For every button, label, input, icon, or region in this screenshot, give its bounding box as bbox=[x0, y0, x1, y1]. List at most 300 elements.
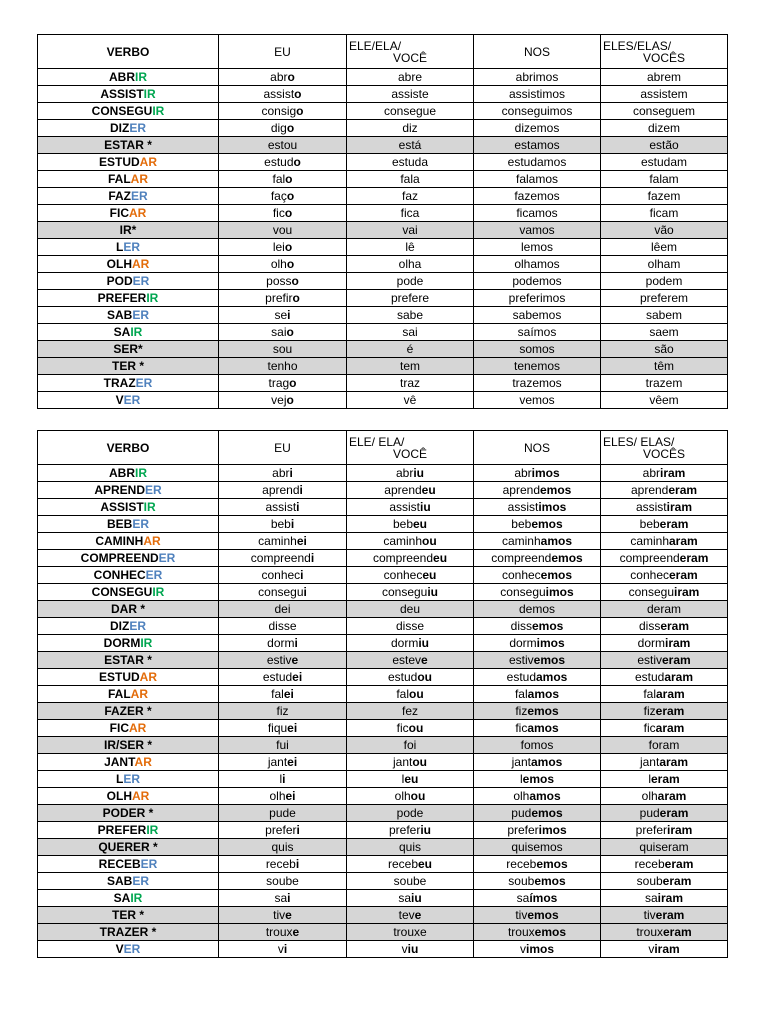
cell-eu-part: consig bbox=[261, 104, 297, 118]
cell-eles-part: eram bbox=[662, 653, 691, 667]
table-row bbox=[38, 256, 728, 273]
cell-ele-part: l bbox=[401, 772, 405, 786]
cell-nos-part: imos bbox=[545, 585, 574, 599]
cell-eu-part: ei bbox=[296, 534, 307, 548]
cell-verb-part: ESTUD bbox=[98, 670, 140, 684]
cell-eles bbox=[601, 822, 728, 839]
cell-verb bbox=[38, 205, 219, 222]
cell-ele-part: eu bbox=[418, 857, 433, 871]
cell-verb-part: DORM bbox=[103, 636, 141, 650]
cell-verb bbox=[38, 839, 219, 856]
cell-eu bbox=[219, 669, 347, 686]
cell-eles-part: iram bbox=[664, 636, 691, 650]
cell-ele bbox=[347, 103, 474, 120]
cell-ele bbox=[347, 137, 474, 154]
cell-nos bbox=[474, 873, 601, 890]
cell-nos-part: diss bbox=[510, 619, 532, 633]
cell-eu bbox=[219, 239, 347, 256]
cell-verb bbox=[38, 358, 219, 375]
cell-nos-part: emos bbox=[540, 568, 573, 582]
cell-verb bbox=[38, 290, 219, 307]
cell-eles bbox=[601, 358, 728, 375]
table-row bbox=[38, 358, 728, 375]
cell-ele bbox=[347, 669, 474, 686]
table-row bbox=[38, 720, 728, 737]
table-row bbox=[38, 465, 728, 482]
cell-eu-part: i bbox=[283, 942, 288, 956]
cell-eu bbox=[219, 754, 347, 771]
cell-eu-part: o bbox=[286, 257, 295, 271]
cell-eles bbox=[601, 307, 728, 324]
present-table-body bbox=[38, 69, 728, 409]
cell-nos-part: prefer bbox=[507, 823, 539, 837]
cell-ele bbox=[347, 307, 474, 324]
cell-eles-part: iram bbox=[659, 466, 686, 480]
cell-verb-part: CAMINH bbox=[95, 534, 144, 548]
cell-nos-part: amos bbox=[527, 721, 559, 735]
cell-eu bbox=[219, 86, 347, 103]
cell-eles-part: eram bbox=[668, 483, 698, 497]
cell-verb-part: FAZER * bbox=[104, 704, 152, 718]
cell-nos-part: caminh bbox=[501, 534, 541, 548]
cell-ele-part: traz bbox=[399, 376, 420, 390]
cell-verb-part: AR bbox=[130, 687, 148, 701]
cell-eu-part: e bbox=[292, 925, 300, 939]
cell-verb bbox=[38, 482, 219, 499]
cell-ele-part: ou bbox=[408, 721, 424, 735]
cell-eu-part: jant bbox=[267, 755, 288, 769]
cell-ele bbox=[347, 290, 474, 307]
cell-eles-part: estiv bbox=[637, 653, 662, 667]
cell-verb bbox=[38, 307, 219, 324]
cell-verb bbox=[38, 890, 219, 907]
cell-ele-part: ou bbox=[422, 534, 437, 548]
cell-nos bbox=[474, 222, 601, 239]
preterite-tense-table bbox=[37, 430, 728, 958]
cell-ele bbox=[347, 652, 474, 669]
cell-eles-part: receb bbox=[634, 857, 665, 871]
cell-ele bbox=[347, 499, 474, 516]
cell-verb-part: TRAZ bbox=[103, 376, 136, 390]
table-row bbox=[38, 222, 728, 239]
cell-nos bbox=[474, 635, 601, 652]
cell-verb bbox=[38, 256, 219, 273]
table-row bbox=[38, 533, 728, 550]
cell-eles-part: eram bbox=[659, 517, 689, 531]
cell-eles-part: fiz bbox=[643, 704, 656, 718]
cell-eu bbox=[219, 482, 347, 499]
cell-ele-part: iu bbox=[413, 466, 424, 480]
header-ele-line1: ELE/ ELA/ bbox=[349, 434, 405, 449]
cell-verb-part: CONSEGU bbox=[91, 585, 153, 599]
cell-eles bbox=[601, 669, 728, 686]
header-verbo: VERBO bbox=[38, 35, 219, 69]
header-ele bbox=[347, 431, 474, 465]
cell-verb-part: ER bbox=[129, 619, 146, 633]
cell-eles bbox=[601, 924, 728, 941]
cell-eu-part: dei bbox=[274, 602, 291, 616]
cell-ele bbox=[347, 239, 474, 256]
cell-eles-part: iram bbox=[657, 891, 684, 905]
cell-verb-part: ER bbox=[129, 121, 146, 135]
cell-eu bbox=[219, 550, 347, 567]
cell-ele-part: iu bbox=[407, 942, 419, 956]
cell-eu bbox=[219, 890, 347, 907]
cell-ele bbox=[347, 584, 474, 601]
cell-ele bbox=[347, 341, 474, 358]
cell-nos-part: amos bbox=[531, 755, 563, 769]
cell-verb-part: ER bbox=[123, 942, 141, 956]
cell-nos-part: amos bbox=[529, 789, 561, 803]
cell-nos bbox=[474, 239, 601, 256]
cell-eles-part: foram bbox=[648, 738, 680, 752]
cell-nos-part: lemos bbox=[520, 240, 553, 254]
cell-ele-part: iu bbox=[420, 500, 431, 514]
cell-verb bbox=[38, 516, 219, 533]
cell-eu-part: assist bbox=[263, 87, 295, 101]
cell-nos-part: fal bbox=[514, 687, 528, 701]
cell-eles bbox=[601, 324, 728, 341]
cell-nos-part: olhamos bbox=[514, 257, 560, 271]
cell-ele-part: olha bbox=[398, 257, 422, 271]
cell-nos bbox=[474, 341, 601, 358]
table-row bbox=[38, 567, 728, 584]
cell-eu-part: ei bbox=[287, 721, 298, 735]
cell-ele-part: vê bbox=[403, 393, 417, 407]
cell-eu-part: faç bbox=[270, 189, 287, 203]
cell-verb-part: ER bbox=[123, 240, 140, 254]
cell-eles bbox=[601, 805, 728, 822]
cell-eles-part: estão bbox=[649, 138, 679, 152]
cell-ele bbox=[347, 703, 474, 720]
cell-ele bbox=[347, 273, 474, 290]
cell-nos bbox=[474, 567, 601, 584]
cell-nos bbox=[474, 601, 601, 618]
cell-verb-part: PREFER bbox=[97, 823, 147, 837]
cell-eu-part: soube bbox=[266, 874, 299, 888]
cell-eu-part: se bbox=[274, 308, 288, 322]
cell-eu bbox=[219, 822, 347, 839]
cell-eu bbox=[219, 222, 347, 239]
cell-eu-part: i bbox=[295, 857, 300, 871]
cell-eles-part: sa bbox=[644, 891, 658, 905]
cell-verb-part: ER bbox=[145, 483, 162, 497]
cell-eles-part: l bbox=[648, 772, 651, 786]
cell-ele bbox=[347, 256, 474, 273]
cell-verb-part: L bbox=[115, 772, 124, 786]
cell-verb bbox=[38, 805, 219, 822]
cell-ele-part: e bbox=[414, 908, 422, 922]
cell-eu bbox=[219, 686, 347, 703]
cell-eles-part: olh bbox=[641, 789, 658, 803]
cell-nos-part: sabemos bbox=[512, 308, 562, 322]
cell-nos-part: demos bbox=[518, 602, 556, 616]
cell-nos-part: troux bbox=[507, 925, 535, 939]
cell-ele bbox=[347, 550, 474, 567]
cell-eu-part: olh bbox=[270, 257, 287, 271]
cell-ele-part: pode bbox=[396, 274, 424, 288]
cell-verb-part: ER bbox=[145, 568, 163, 582]
cell-verb-part: AR bbox=[139, 670, 157, 684]
cell-eles-part: ficam bbox=[649, 206, 679, 220]
table-row bbox=[38, 805, 728, 822]
cell-eu bbox=[219, 635, 347, 652]
cell-eles-part: dorm bbox=[637, 636, 665, 650]
cell-eu bbox=[219, 941, 347, 958]
table-row bbox=[38, 307, 728, 324]
cell-ele-part: aprend bbox=[384, 483, 422, 497]
cell-eu bbox=[219, 205, 347, 222]
cell-eles-part: conseguem bbox=[632, 104, 696, 118]
cell-verb-part: OLH bbox=[106, 789, 132, 803]
cell-verb-part: IR bbox=[143, 500, 156, 514]
cell-eu-part: e bbox=[291, 653, 299, 667]
cell-verb bbox=[38, 669, 219, 686]
cell-eu-part: beb bbox=[270, 517, 291, 531]
cell-eles-part: quiseram bbox=[639, 840, 689, 854]
cell-nos bbox=[474, 907, 601, 924]
table-row bbox=[38, 737, 728, 754]
cell-verb bbox=[38, 222, 219, 239]
cell-eu-part: dig bbox=[270, 121, 287, 135]
cell-ele-part: soube bbox=[393, 874, 427, 888]
cell-eles-part: dizem bbox=[647, 121, 680, 135]
cell-eu bbox=[219, 188, 347, 205]
cell-nos-part: vemos bbox=[519, 393, 555, 407]
cell-ele-part: beb bbox=[392, 517, 413, 531]
cell-ele bbox=[347, 941, 474, 958]
cell-eu bbox=[219, 737, 347, 754]
cell-eu-part: fiqu bbox=[267, 721, 288, 735]
cell-ele-part: foi bbox=[403, 738, 417, 752]
cell-eu-part: o bbox=[286, 189, 295, 203]
table-row bbox=[38, 516, 728, 533]
cell-verb-part: IR* bbox=[119, 223, 137, 237]
header-eles-line1: ELES/ELAS/ bbox=[603, 38, 672, 53]
cell-nos-part: abr bbox=[514, 466, 532, 480]
cell-nos bbox=[474, 618, 601, 635]
cell-eu-part: receb bbox=[265, 857, 296, 871]
cell-verb-part: IR/SER * bbox=[103, 738, 152, 752]
cell-nos-part: receb bbox=[506, 857, 537, 871]
header-verbo: VERBO bbox=[38, 431, 219, 465]
cell-ele bbox=[347, 873, 474, 890]
cell-verb-part: DIZ bbox=[109, 121, 130, 135]
cell-eu-part: i bbox=[282, 772, 286, 786]
cell-eles-part: sabem bbox=[645, 308, 683, 322]
cell-eu bbox=[219, 341, 347, 358]
cell-nos-part: dizemos bbox=[514, 121, 560, 135]
table-row bbox=[38, 890, 728, 907]
cell-verb bbox=[38, 273, 219, 290]
cell-eu bbox=[219, 924, 347, 941]
cell-nos bbox=[474, 499, 601, 516]
cell-eles bbox=[601, 584, 728, 601]
cell-verb bbox=[38, 601, 219, 618]
cell-eu bbox=[219, 69, 347, 86]
cell-eles-part: consegu bbox=[628, 585, 674, 599]
cell-nos-part: pud bbox=[511, 806, 532, 820]
cell-verb bbox=[38, 550, 219, 567]
cell-nos bbox=[474, 171, 601, 188]
cell-ele bbox=[347, 171, 474, 188]
table-row bbox=[38, 941, 728, 958]
cell-nos-part: emos bbox=[527, 704, 559, 718]
cell-eu-part: ei bbox=[283, 687, 294, 701]
cell-verb-part: IR bbox=[152, 104, 165, 118]
cell-ele-part: prefer bbox=[388, 823, 421, 837]
cell-eu-part: o bbox=[286, 325, 294, 339]
cell-nos-part: abrimos bbox=[515, 70, 559, 84]
cell-ele-part: disse bbox=[395, 619, 424, 633]
cell-nos-part: preferimos bbox=[508, 291, 566, 305]
cell-eles-part: caminh bbox=[630, 534, 669, 548]
cell-nos-part: jant bbox=[511, 755, 531, 769]
cell-ele-part: quis bbox=[398, 840, 421, 854]
cell-eu-part: o bbox=[286, 393, 294, 407]
cell-ele-part: fez bbox=[401, 704, 418, 718]
cell-verb-part: RECEB bbox=[98, 857, 141, 871]
cell-ele-part: é bbox=[406, 342, 414, 356]
cell-verb-part: FIC bbox=[109, 721, 129, 735]
cell-nos-part: saímos bbox=[517, 325, 557, 339]
cell-ele-part: vai bbox=[402, 223, 418, 237]
cell-verb-part: ER bbox=[135, 376, 153, 390]
cell-verb bbox=[38, 703, 219, 720]
cell-ele bbox=[347, 69, 474, 86]
cell-ele-part: ou bbox=[417, 670, 433, 684]
cell-eu-part: vej bbox=[271, 393, 287, 407]
cell-nos bbox=[474, 154, 601, 171]
cell-eu bbox=[219, 771, 347, 788]
cell-verb-part: SAB bbox=[106, 874, 133, 888]
cell-eles bbox=[601, 618, 728, 635]
cell-nos bbox=[474, 375, 601, 392]
cell-verb-part: PREFER bbox=[97, 291, 147, 305]
cell-eles bbox=[601, 205, 728, 222]
cell-ele-part: estuda bbox=[391, 155, 429, 169]
cell-verb bbox=[38, 533, 219, 550]
cell-verb-part: ASSIST bbox=[100, 87, 144, 101]
cell-eu-part: o bbox=[291, 274, 299, 288]
cell-ele bbox=[347, 120, 474, 137]
cell-eles-part: eram bbox=[662, 874, 692, 888]
cell-nos-part: emos bbox=[531, 806, 563, 820]
cell-nos-part: conseguimos bbox=[501, 104, 573, 118]
header-row bbox=[38, 431, 728, 465]
cell-verb-part: L bbox=[115, 240, 124, 254]
cell-eu-part: o bbox=[293, 155, 301, 169]
header-eles-line1: ELES/ ELAS/ bbox=[603, 434, 675, 449]
cell-ele bbox=[347, 188, 474, 205]
cell-ele bbox=[347, 392, 474, 409]
cell-verb bbox=[38, 341, 219, 358]
cell-eu-part: ei bbox=[292, 670, 303, 684]
cell-eu-part: o bbox=[284, 240, 293, 254]
cell-ele-part: eu bbox=[433, 551, 448, 565]
cell-nos bbox=[474, 652, 601, 669]
cell-eu-part: olh bbox=[269, 789, 286, 803]
header-ele-line1: ELE/ELA/ bbox=[349, 38, 402, 53]
cell-eu-part: ei bbox=[287, 755, 298, 769]
cell-nos-part: estamos bbox=[514, 138, 560, 152]
cell-eles-part: fal bbox=[643, 687, 656, 701]
cell-nos-part: fazemos bbox=[514, 189, 560, 203]
cell-eu-part: i bbox=[287, 891, 291, 905]
cell-eu-part: conhec bbox=[261, 568, 301, 582]
cell-nos-part: l bbox=[519, 772, 523, 786]
cell-eu bbox=[219, 103, 347, 120]
cell-eu bbox=[219, 856, 347, 873]
cell-eles-part: assistem bbox=[640, 87, 688, 101]
cell-eles bbox=[601, 652, 728, 669]
cell-nos-part: emos bbox=[536, 857, 568, 871]
cell-verb-part: FAL bbox=[107, 687, 131, 701]
cell-ele bbox=[347, 771, 474, 788]
cell-ele-part: iu bbox=[411, 891, 422, 905]
cell-eu bbox=[219, 307, 347, 324]
table-row bbox=[38, 703, 728, 720]
cell-eles-part: fazem bbox=[647, 189, 681, 203]
cell-verb-part: DAR * bbox=[110, 602, 145, 616]
table-row bbox=[38, 686, 728, 703]
cell-ele bbox=[347, 482, 474, 499]
cell-verb-part: IR bbox=[135, 466, 147, 480]
cell-eles bbox=[601, 754, 728, 771]
table-row bbox=[38, 771, 728, 788]
cell-verb-part: AR bbox=[132, 789, 150, 803]
cell-ele-part: ou bbox=[410, 789, 426, 803]
cell-nos bbox=[474, 307, 601, 324]
cell-ele-part: iu bbox=[427, 585, 439, 599]
cell-nos-part: emos bbox=[531, 619, 564, 633]
cell-eles-part: soub bbox=[636, 874, 663, 888]
cell-eles-part: eram bbox=[659, 806, 689, 820]
cell-nos-part: conhec bbox=[501, 568, 541, 582]
cell-verb bbox=[38, 907, 219, 924]
cell-verb bbox=[38, 86, 219, 103]
cell-ele-part: estud bbox=[387, 670, 418, 684]
cell-eu-part: o bbox=[292, 291, 300, 305]
cell-verb-part: IR bbox=[146, 291, 159, 305]
cell-verb-part: DIZ bbox=[109, 619, 130, 633]
cell-verb-part: SA bbox=[113, 891, 131, 905]
cell-verb-part: ER bbox=[132, 274, 150, 288]
cell-nos-part: consegu bbox=[500, 585, 546, 599]
cell-eles bbox=[601, 890, 728, 907]
cell-eles-part: iram bbox=[666, 500, 693, 514]
cell-verb bbox=[38, 652, 219, 669]
cell-nos-part: fomos bbox=[520, 738, 554, 752]
cell-verb bbox=[38, 754, 219, 771]
cell-nos-part: soub bbox=[508, 874, 535, 888]
cell-verb-part: ASSIST bbox=[100, 500, 144, 514]
cell-verb bbox=[38, 584, 219, 601]
cell-eles-part: preferem bbox=[639, 291, 689, 305]
cell-eu bbox=[219, 516, 347, 533]
cell-eu-part: o bbox=[286, 121, 295, 135]
header-eles bbox=[601, 35, 728, 69]
cell-eles bbox=[601, 103, 728, 120]
cell-eu-part: sai bbox=[271, 325, 287, 339]
cell-ele bbox=[347, 222, 474, 239]
cell-nos-part: assistimos bbox=[508, 87, 565, 101]
cell-verb-part: CONHEC bbox=[93, 568, 146, 582]
cell-eles-part: tiv bbox=[643, 908, 656, 922]
cell-verb bbox=[38, 635, 219, 652]
cell-eu bbox=[219, 392, 347, 409]
cell-ele bbox=[347, 375, 474, 392]
